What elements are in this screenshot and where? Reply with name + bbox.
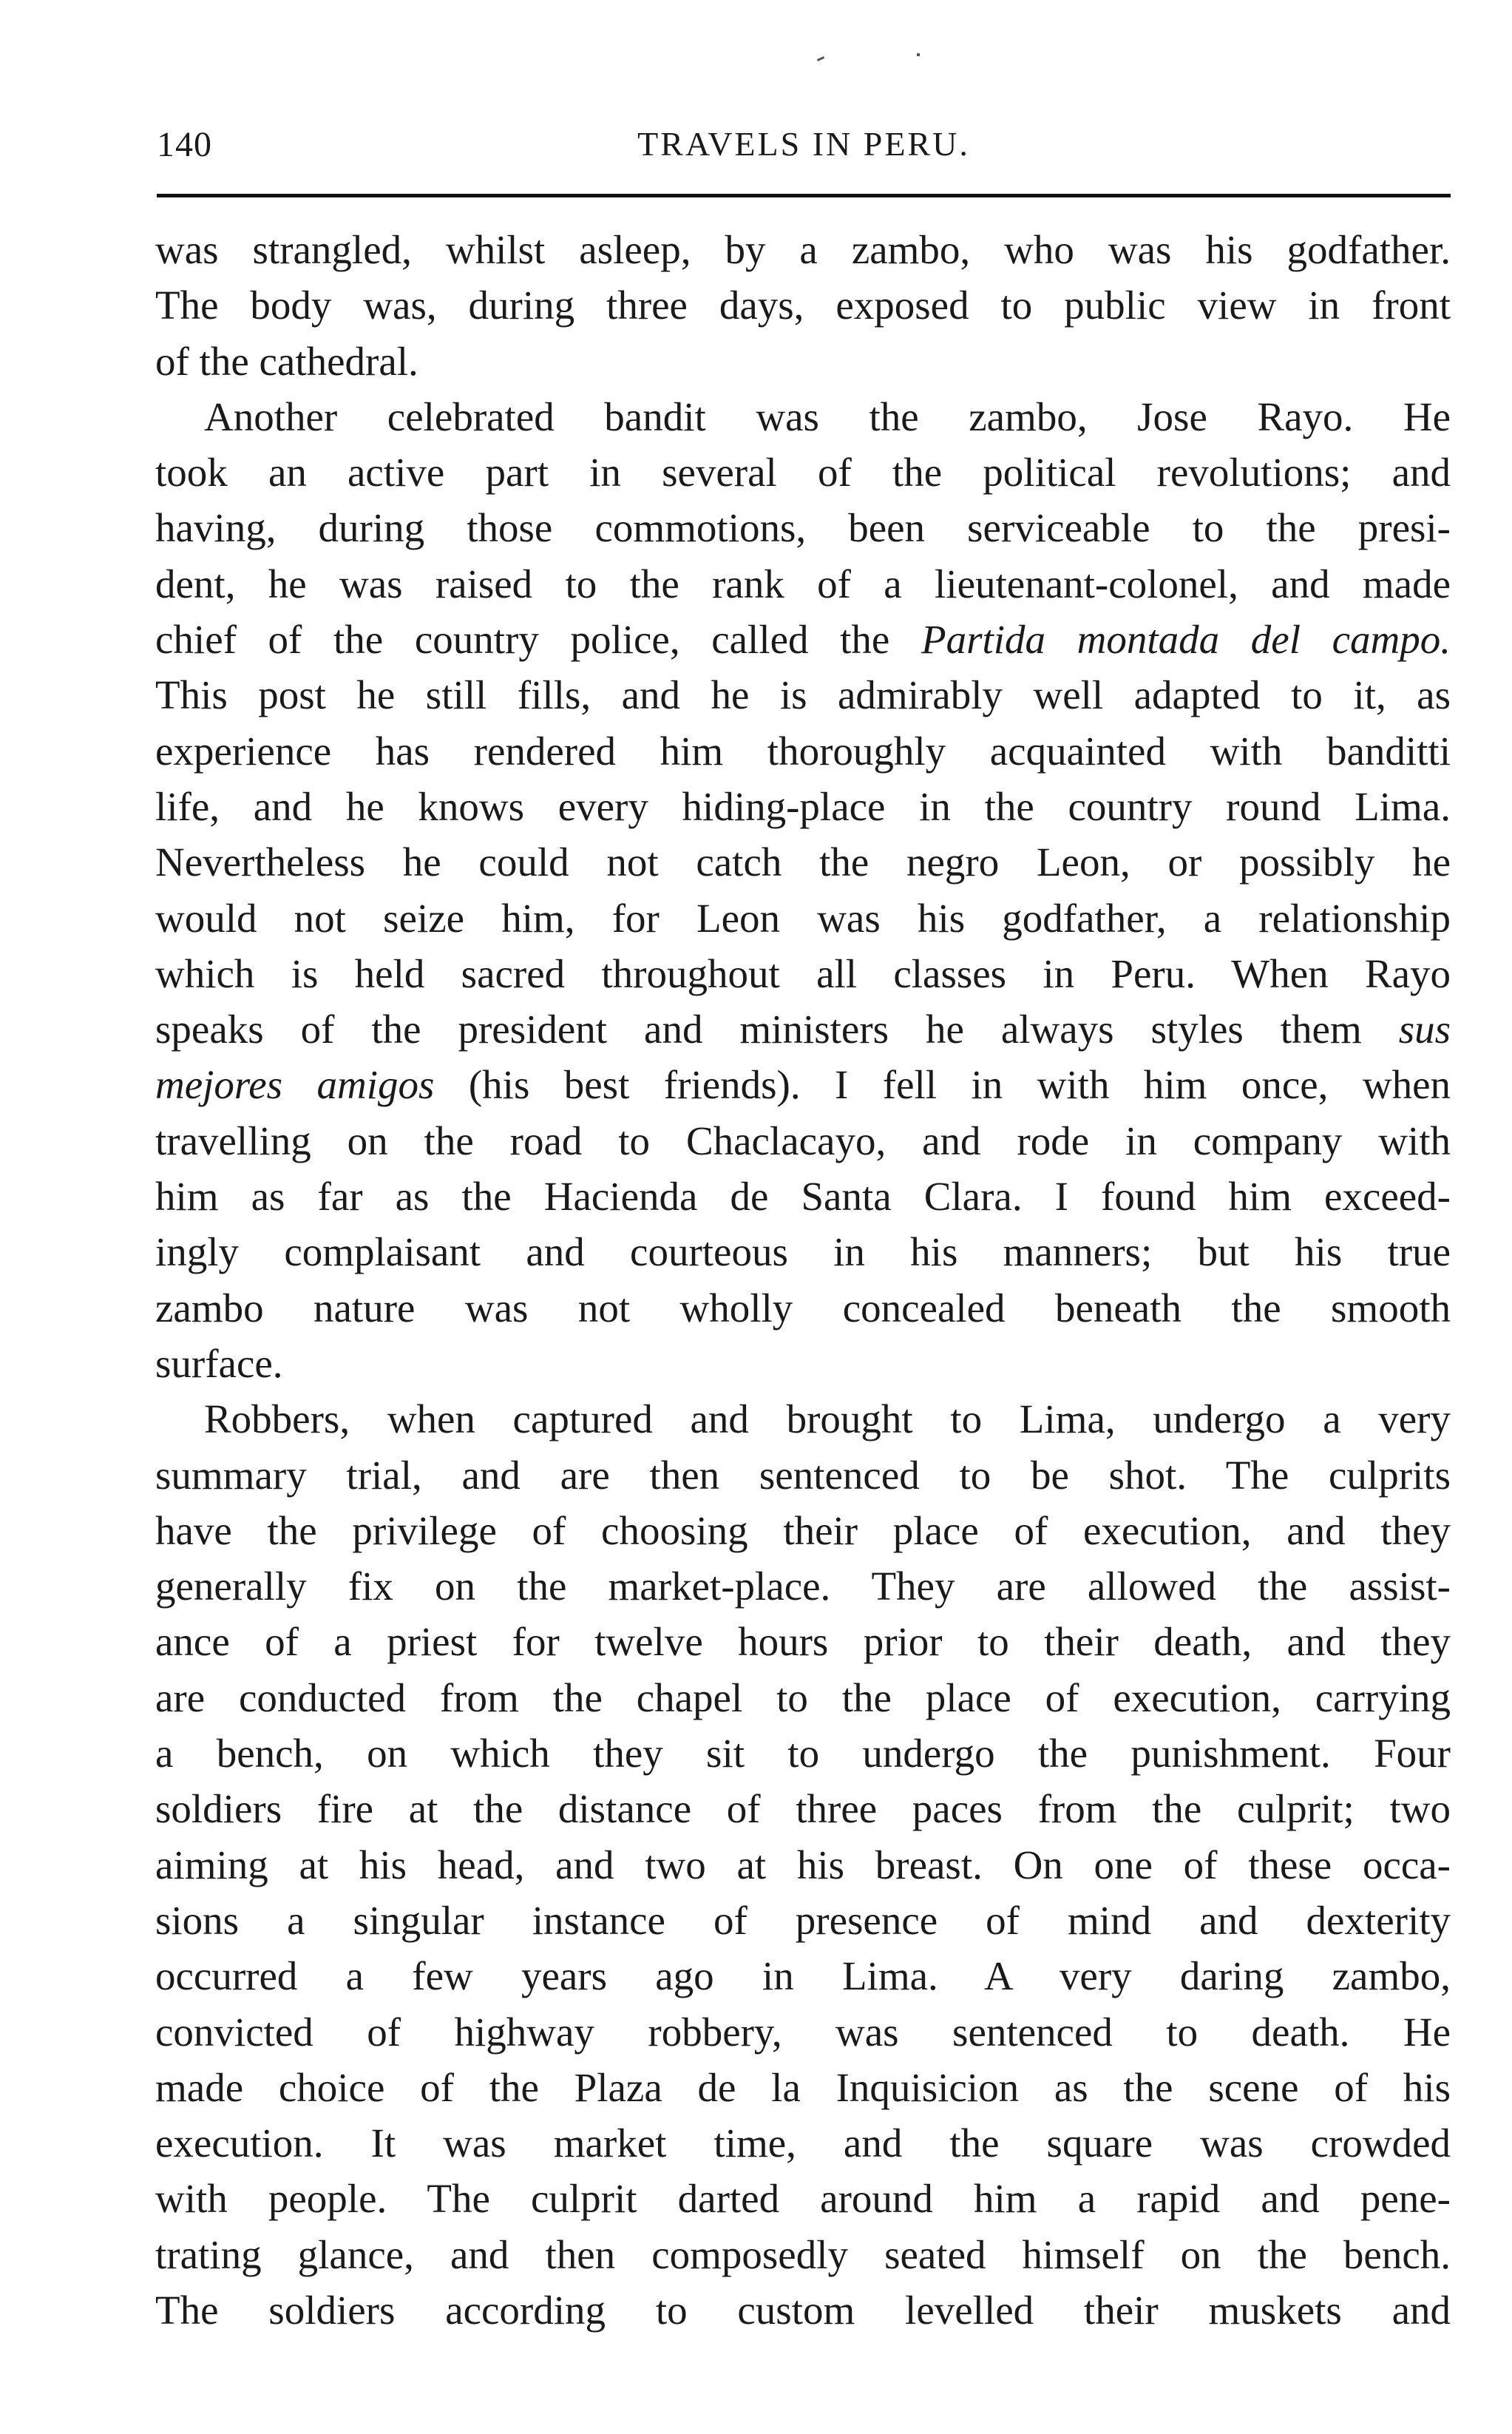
text-line: speaks of the president and ministers he always styles them sus [155, 1007, 1451, 1052]
text-line: was strangled, whilst asleep, by a zambo, who was his godfather. [155, 227, 1451, 272]
italic-phrase: mejores amigos [155, 1062, 435, 1108]
text-line: soldiers fire at the distance of three paces from the culprit; two [155, 1786, 1451, 1832]
print-speck [917, 53, 920, 56]
italic-phrase: sus [1398, 1007, 1451, 1052]
text-line: generally fix on the market-place. They are allowed the assist- [155, 1563, 1451, 1609]
text-line: which is held sacred throughout all classes in Peru. When Rayo [155, 950, 1451, 996]
text-line: travelling on the road to Chaclacayo, and rode in company with [155, 1118, 1451, 1163]
text-line: ingly complaisant and courteous in his manners; but his true [155, 1229, 1451, 1275]
text-line: The body was, during three days, exposed to public view in front [155, 283, 1451, 328]
text-line: Nevertheless he could not catch the negro Leon, or possibly he [155, 839, 1451, 885]
running-title: TRAVELS IN PERU. [637, 125, 970, 163]
page-number: 140 [157, 125, 212, 164]
text-line: with people. The culprit darted around him a rapid and pene- [155, 2176, 1451, 2222]
text-line: aiming at his head, and two at his breast. On one of these occa- [155, 1842, 1451, 1887]
text-line: summary trial, and are then sentenced to be shot. The culprits [155, 1452, 1451, 1498]
page-header [157, 124, 1451, 183]
text-line: trating glance, and then composedly seated himself on the bench. [155, 2231, 1451, 2277]
text-line: The soldiers according to custom levelled their muskets and [155, 2287, 1451, 2333]
text-line: experience has rendered him thoroughly acquainted with banditti [155, 728, 1451, 774]
text-line: surface. [155, 1340, 283, 1386]
paragraph-start-line: Another celebrated bandit was the zambo, Jose Rayo. He [204, 393, 1451, 439]
text-line: mejores amigos (his best friends). I fell in with him once, when [155, 1062, 1451, 1108]
text-line: him as far as the Hacienda de Santa Clara. I found him exceed- [155, 1174, 1451, 1220]
text-line: are conducted from the chapel to the place of execution, carrying [155, 1674, 1451, 1720]
text-line: sions a singular instance of presence of mind and dexterity [155, 1897, 1451, 1943]
text-line: This post he still fills, and he is admirably well adapted to it, as [155, 672, 1451, 718]
text-line: convicted of highway robbery, was sentenced to death. He [155, 2009, 1451, 2055]
text-line: dent, he was raised to the rank of a lieutenant-colonel, and made [155, 561, 1451, 606]
text-line: a bench, on which they sit to undergo the punishment. Four [155, 1731, 1451, 1777]
text-line: occurred a few years ago in Lima. A very daring zambo, [155, 1953, 1451, 1999]
text-line: zambo nature was not wholly concealed beneath the smooth [155, 1285, 1451, 1331]
text-line: having, during those commotions, been serviceable to the presi- [155, 505, 1451, 551]
text-line: have the privilege of choosing their place of execution, and they [155, 1507, 1451, 1553]
text-line: took an active part in several of the political revolutions; and [155, 450, 1451, 496]
print-speck [817, 56, 824, 61]
italic-phrase: Partida montada del campo. [921, 617, 1451, 663]
body-text [155, 222, 1451, 2338]
text-line: of the cathedral. [155, 338, 418, 384]
text-line: life, and he knows every hiding-place in the country round Lima. [155, 783, 1451, 829]
text-line: ance of a priest for twelve hours prior to their death, and they [155, 1619, 1451, 1665]
header-rule [157, 194, 1451, 197]
text-line: execution. It was market time, and the square was crowded [155, 2120, 1451, 2166]
text-line: would not seize him, for Leon was his godfather, a relationship [155, 895, 1451, 941]
paragraph-start-line: Robbers, when captured and brought to Lima, undergo a very [204, 1396, 1451, 1442]
text-line: chief of the country police, called the Partida montada del campo. [155, 617, 1451, 663]
text-line: made choice of the Plaza de la Inquisicion as the scene of his [155, 2064, 1451, 2110]
